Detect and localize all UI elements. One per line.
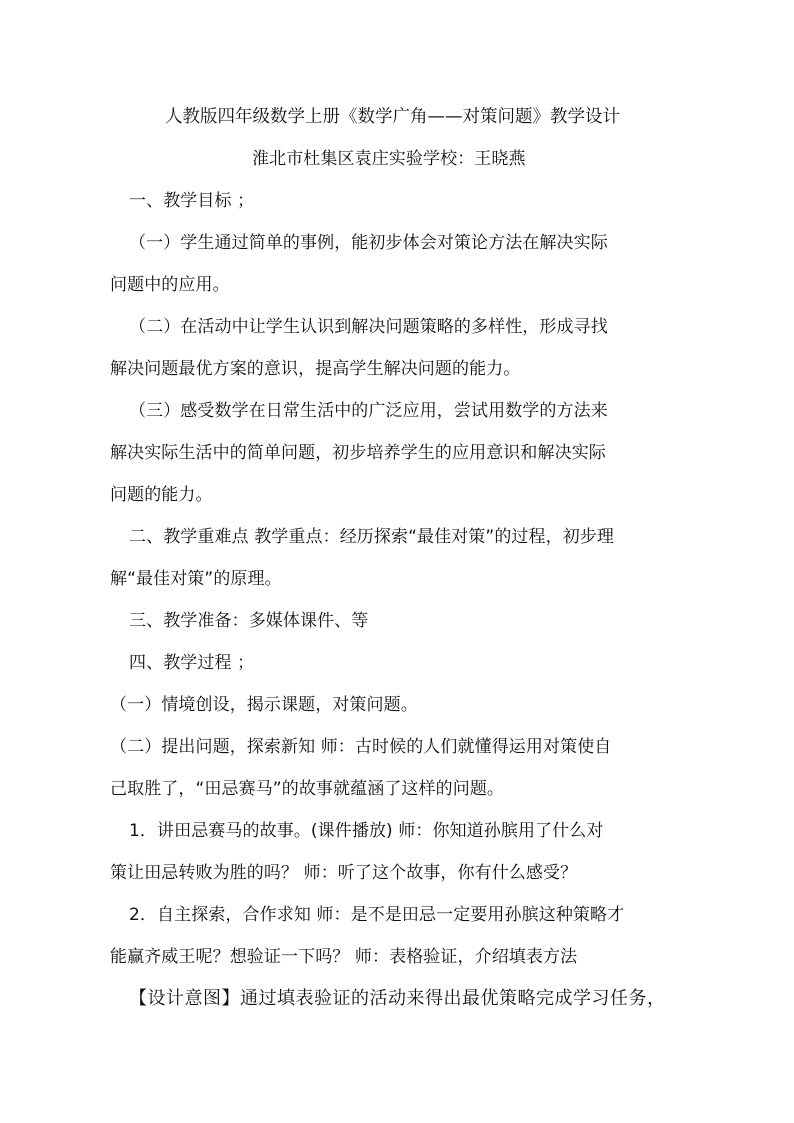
process-step-2-line-2: 己取胜了，“田忌赛马”的故事就蕴涵了这样的问题。 — [110, 779, 505, 799]
teaching-step-2-line-2: 能赢齐威王呢？想验证一下吗？ 师：表格验证，介绍填表方法 — [110, 947, 578, 967]
design-intent: 【设计意图】通过填表验证的活动来得出最优策略完成学习任务， — [129, 988, 666, 1009]
objective-2-line-2: 解决问题最优方案的意识，提高学生解决问题的能力。 — [110, 359, 521, 379]
teaching-step-1-line-2: 策让田忌转败为胜的吗？ 师：听了这个故事，你有什么感受？ — [110, 863, 578, 883]
objectives-heading: 一、教学目标 ； — [129, 191, 255, 211]
key-points-line-2: 解“最佳对策”的原理。 — [110, 569, 282, 589]
objective-1-line-2: 问题中的应用。 — [110, 275, 230, 295]
objective-3-line-1: （三）感受数学在日常生活中的广泛应用，尝试用数学的方法来 — [129, 401, 608, 421]
objective-1-line-1: （一）学生通过简单的事例，能初步体会对策论方法在解决实际 — [129, 233, 608, 253]
objective-2-line-1: （二）在活动中让学生认识到解决问题策略的多样性，形成寻找 — [129, 317, 608, 337]
process-step-2-line-1: （二）提出问题，探索新知 师：古时候的人们就懂得运用对策使自 — [110, 737, 612, 757]
process-heading: 四、教学过程 ； — [129, 653, 255, 673]
process-step-1: （一）情境创设，揭示课题，对策问题。 — [110, 695, 418, 715]
school-author: 淮北市杜集区袁庄实验学校：王晓燕 — [252, 149, 526, 169]
objective-3-line-3: 问题的能力。 — [110, 485, 213, 505]
preparation: 三、教学准备：多媒体课件、等 — [129, 611, 369, 631]
teaching-step-2-line-1: 2．自主探索，合作求知 师：是不是田忌一定要用孙膑这种策略才 — [129, 905, 625, 925]
teaching-step-1-line-1: 1．讲田忌赛马的故事。(课件播放) 师：你知道孙膑用了什么对 — [129, 821, 604, 841]
document-title: 人教版四年级数学上册《数学广角——对策问题》教学设计 — [165, 107, 620, 127]
objective-3-line-2: 解决实际生活中的简单问题，初步培养学生的应用意识和解决实际 — [110, 443, 606, 463]
key-points-line-1: 二、教学重难点 教学重点：经历探索“最佳对策”的过程，初步理 — [129, 527, 615, 547]
